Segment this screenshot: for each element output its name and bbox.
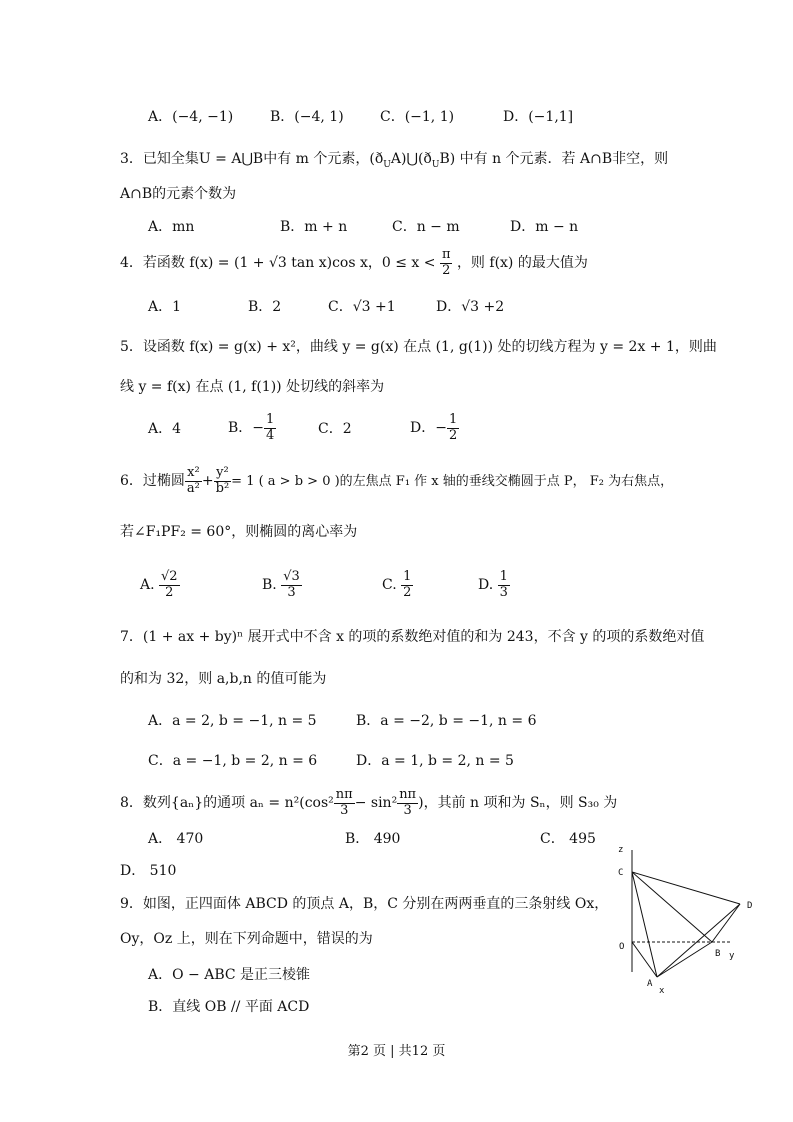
q9-line1: 9．如图，正四面体 ABCD 的顶点 A，B，C 分别在两两垂直的三条射线 Ox， — [120, 896, 609, 912]
q7-line1: 7．(1 + ax + by)ⁿ 展开式中不含 x 的项的系数绝对值的和为 243，不含 y 的项的系数绝对值 — [120, 629, 705, 645]
q4-fraction: $\frac{\pi}{2}$ — [441, 247, 451, 278]
label-a: A — [647, 979, 653, 989]
q3-option-b: B．m + n — [280, 219, 348, 235]
tetrahedron-figure — [612, 842, 762, 997]
label-y: y — [729, 951, 735, 961]
q3-option-a: A．mn — [148, 219, 195, 235]
edge-bd — [712, 904, 740, 942]
q8-option-b: B． 490 — [345, 831, 401, 847]
q3-line1: 3．已知全集U = A⋃B中有 m 个元素，$(ð_UA)⋃(ð_UB)$ 中有 n 个元素．若 A∩B非空，则 — [120, 151, 669, 170]
q7-option-d: D．a = 1, b = 2, n = 5 — [356, 753, 514, 769]
label-x: x — [659, 986, 665, 996]
q6-option-b: B. $\frac{√3}{3}$ — [262, 569, 300, 600]
q5-option-d: D．− $\frac{1}{2}$ — [410, 412, 458, 443]
label-z: z — [618, 845, 624, 855]
q2-option-a: A．(−4, −1) — [148, 109, 234, 125]
q8-stem: 8．数列{aₙ}的通项 aₙ = n²(cos² $\frac{n\pi}{3}$ − sin² $\frac{n\pi}{3}$ )，其前 n 项和为 Sₙ，则 S₃₀ 为 — [120, 787, 618, 818]
q2-option-c: C．(−1, 1) — [380, 109, 455, 125]
label-o: O — [619, 942, 625, 952]
q9-option-b: B．直线 OB // 平面 ACD — [148, 999, 310, 1015]
q7-option-a: A．a = 2, b = −1, n = 5 — [148, 713, 317, 729]
q5-option-b: B．− $\frac{1}{4}$ — [228, 412, 275, 443]
q4-option-c: C．√3 +1 — [328, 299, 396, 315]
q9-option-a: A．O − ABC 是正三棱锥 — [148, 967, 311, 983]
q8-option-d: D． 510 — [120, 863, 177, 879]
edge-ca — [632, 872, 657, 977]
q8-option-a: A． 470 — [148, 831, 204, 847]
q4-option-a: A．1 — [148, 299, 182, 315]
label-c: C — [618, 868, 624, 878]
q2-option-d: D．(−1,1] — [503, 109, 574, 125]
q6-option-c: C. $\frac{1}{2}$ — [382, 569, 412, 600]
label-d: D — [747, 901, 753, 911]
label-b: B — [715, 949, 721, 959]
q5-line2: 线 y = f(x) 在点 (1, f(1)) 处切线的斜率为 — [120, 379, 385, 395]
q8-option-c: C． 495 — [540, 831, 596, 847]
edge-cb — [632, 872, 712, 942]
q6-option-d: D. $\frac{1}{3}$ — [478, 569, 508, 600]
q9-line2: Oy，Oz 上，则在下列命题中，错误的为 — [120, 931, 373, 947]
q4-option-d: D．√3 +2 — [436, 299, 505, 315]
q3-option-c: C．n − m — [392, 219, 460, 235]
q5-line1: 5．设函数 f(x) = g(x) + x²，曲线 y = g(x) 在点 (1, g(1)) 处的切线方程为 y = 2x + 1，则曲 — [120, 339, 717, 355]
q5-option-c: C．2 — [318, 421, 352, 437]
q6-line1: 6．过椭圆 $\frac{\text{x²}}{\text{a²}}$ + $\frac{\text{y²}}{\text{b²}}$ = 1 ( a > b > 0 )的左焦点 F₁ 作 x 轴的垂线交椭圆于点 P， F₂ 为右焦点， — [120, 465, 674, 496]
q3-line2: A∩B的元素个数为 — [120, 186, 237, 202]
q2-option-b: B．(−4, 1) — [270, 109, 344, 125]
edge-cd — [632, 872, 740, 904]
q3-option-d: D．m − n — [510, 219, 579, 235]
q6-option-a: A. $\frac{√2}{2}$ — [140, 569, 178, 600]
q7-option-c: C．a = −1, b = 2, n = 6 — [148, 753, 318, 769]
q4-stem: 4．若函数 f(x) = (1 + √3 tan x)cos x，0 ≤ x < $\frac{\pi}{2}$ ，则 f(x) 的最大值为 — [120, 247, 588, 278]
q4-option-b: B．2 — [248, 299, 282, 315]
edge-ab — [657, 942, 712, 977]
q7-line2: 的和为 32，则 a,b,n 的值可能为 — [120, 671, 327, 687]
q7-option-b: B．a = −2, b = −1, n = 6 — [356, 713, 537, 729]
q5-option-a: A．4 — [148, 421, 182, 437]
page-footer: 第2 页 | 共12 页 — [347, 1044, 446, 1059]
edge-ad — [657, 904, 740, 977]
q6-line2: 若∠F₁PF₂ = 60°，则椭圆的离心率为 — [120, 524, 358, 540]
